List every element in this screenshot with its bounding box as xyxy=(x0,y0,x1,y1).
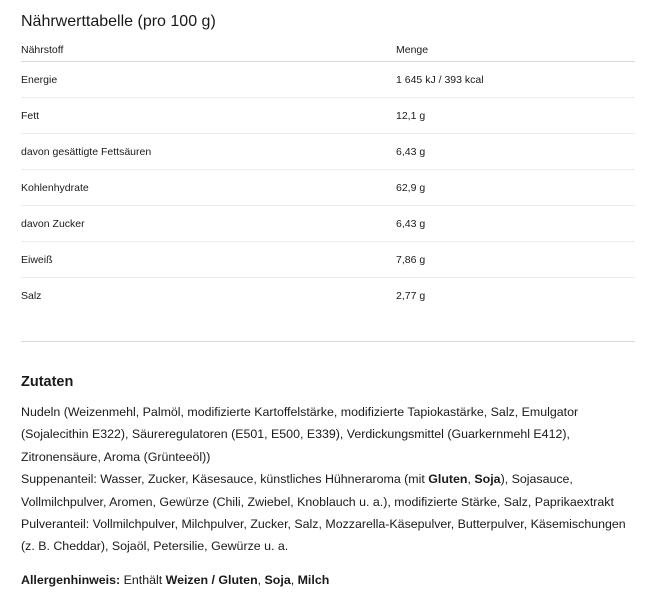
allergen-label: Allergenhinweis: xyxy=(21,573,121,587)
header-amount: Menge xyxy=(396,38,635,62)
nutrient-value: 6,43 g xyxy=(396,134,635,170)
text: Enthält xyxy=(120,573,166,587)
text: , xyxy=(467,472,475,487)
text: , xyxy=(290,573,298,587)
nutrient-value: 2,77 g xyxy=(396,289,426,302)
nutrient-value: 6,43 g xyxy=(396,206,635,242)
nutrient-name: Salz xyxy=(21,289,42,302)
ingredients-noodles: Nudeln (Weizenmehl, Palmöl, modifizierte Kartoffelstärke, modifizierte Tapiokastärke, Salz, Emulgator (Sojalecithin E322), Säureregulatoren (E501, E500, E339), Verdickungsmittel (Guarkernmehl E412), Zitronensäure, Aroma (Grünteeöl)) xyxy=(21,405,579,464)
allergen-item: Soja xyxy=(264,573,291,587)
nutrient-value: 1 645 kJ / 393 kcal xyxy=(396,62,635,98)
table-row xyxy=(21,134,635,170)
allergen-soja: Soja xyxy=(474,472,501,487)
nutrient-name: davon gesättigte Fettsäuren xyxy=(21,134,396,170)
nutrition-title: Nährwerttabelle (pro 100 g) xyxy=(21,13,216,30)
nutrient-name: Fett xyxy=(21,98,396,134)
nutrient-value: 62,9 g xyxy=(396,170,635,206)
nutrient-name: Energie xyxy=(21,62,396,98)
text: ), Sojasauce, Vollmilchpulver, Aromen, Gewürze (Chili, Zwiebel, Knoblauch u. a.), modifizierte Stärke, Salz, Paprikaextrakt xyxy=(21,472,614,509)
allergen-gluten: Gluten xyxy=(428,472,468,487)
table-row xyxy=(21,242,635,278)
ingredients-soup xyxy=(21,468,641,513)
table-header-row xyxy=(21,38,635,62)
ingredients-powder: Pulveranteil: Vollmilchpulver, Milchpulver, Zucker, Salz, Mozzarella-Käsepulver, Butterpulver, Käsemischungen (z. B. Cheddar), Sojaöl, Petersilie, Gewürze u. a. xyxy=(21,517,626,554)
table-row xyxy=(21,98,635,134)
table-row xyxy=(21,170,635,206)
allergen-item: Weizen / Gluten xyxy=(165,573,258,587)
header-nutrient: Nährstoff xyxy=(21,38,396,62)
ingredients-list xyxy=(21,401,641,558)
allergen-item: Milch xyxy=(297,573,330,587)
nutrient-name: Kohlenhydrate xyxy=(21,170,396,206)
table-row xyxy=(21,62,635,98)
text: , xyxy=(257,573,265,587)
nutrient-name: davon Zucker xyxy=(21,206,396,242)
allergen-notice xyxy=(21,573,329,587)
nutrient-name: Eiweiß xyxy=(21,242,396,278)
table-row xyxy=(21,278,635,314)
table-row xyxy=(21,206,635,242)
text: Suppenanteil: Wasser, Zucker, Käsesauce, künstliches Hühneraroma (mit xyxy=(21,472,429,487)
nutrient-value: 7,86 g xyxy=(396,242,635,278)
nutrient-value: 12,1 g xyxy=(396,98,635,134)
nutrition-table xyxy=(21,38,635,313)
ingredients-title: Zutaten xyxy=(21,374,74,390)
section-divider xyxy=(21,341,635,342)
